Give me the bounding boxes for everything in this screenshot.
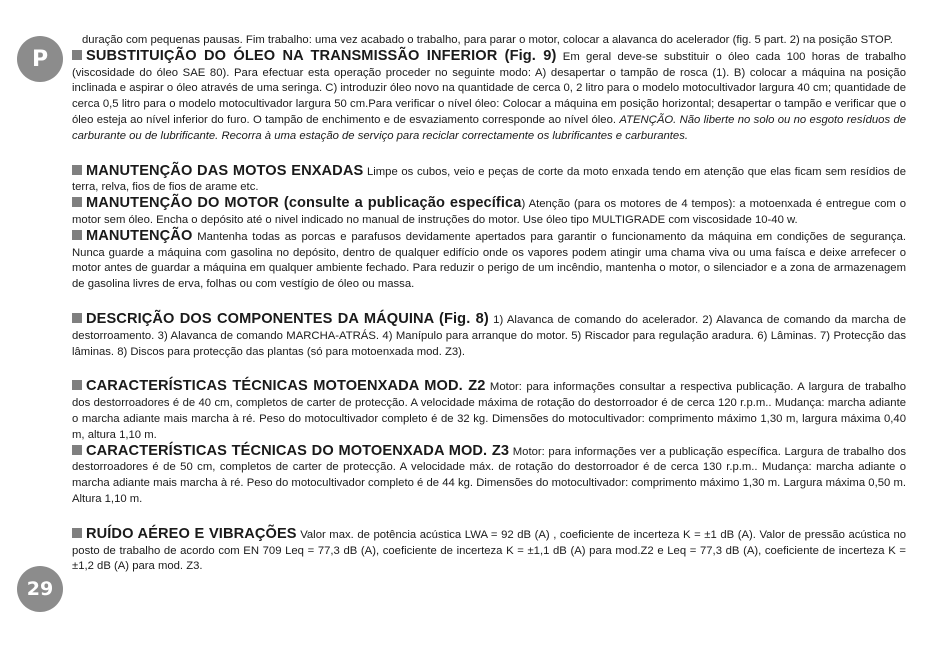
bullet-square-icon xyxy=(72,230,82,240)
language-badge: P xyxy=(17,36,63,82)
section-text: Mantenha todas as porcas e parafusos devidamente apertados para garantir o funcionamento da máquina em condições de segurança. Nunca guarde a máquina com gasolina no depósito, dentro de qualquer edifício onde os vapores podem atingir uma chama viva ou uma faísca e deixe arrefecer o motor antes de guardar a máquina em qualquer ambiente fechado. Para reduzir o perigo de um incêndio, mantenha o motor, o silenciador e a zona de armazenagem de gasolina livres de erva, folhas ou com vestígio de óleo ou massa. xyxy=(72,230,906,291)
section-heading: DESCRIÇÃO DOS COMPONENTES DA MÁQUINA (Fig. 8) xyxy=(86,310,489,327)
section-text: Limpe os cubos, veio e peças de corte da moto enxada tendo em atenção que elas ficam sem resídios de terra, relva, fios de fios de arame etc. xyxy=(72,165,906,194)
spacer xyxy=(72,145,906,164)
bullet-square-icon xyxy=(72,528,82,538)
section-heading: RUÍDO AÉREO E VIBRAÇÕES xyxy=(86,525,297,542)
spacer xyxy=(72,360,906,379)
section-noise xyxy=(72,527,906,575)
spacer xyxy=(72,293,906,312)
section-engine-maintenance xyxy=(72,196,906,229)
section-heading: MANUTENÇÃO xyxy=(86,227,193,244)
spacer xyxy=(72,508,906,527)
section-text: Motor: para informações ver a publicação específica. Largura de trabalho dos destorroadores é de 50 cm, completos de carter de protecção. A velocidade máx. de rotação do destorroador é de cerca 130 r.p.m.. Mudança: marcha adiante o marcha adiante mais marcha à ré. Peso do motocultivador completo é de 44 kg. Dimensões do motocultivador: comprimento máximo 1,30 m. Largura máxima 0,50 m. Altura 1,10 m. xyxy=(72,445,906,505)
bullet-square-icon xyxy=(72,313,82,323)
section-heading: MANUTENÇÃO DO MOTOR (consulte a publicação específica xyxy=(86,195,522,212)
bullet-square-icon xyxy=(72,197,82,207)
section-heading-suffix: ) xyxy=(521,198,526,211)
section-heading: SUBSTITUIÇÃO DO ÓLEO NA TRANSMISSÃO INFERIOR (Fig. 9) xyxy=(86,47,557,64)
section-general-maintenance xyxy=(72,229,906,293)
environment-note: ATENÇÃO. Não liberte no solo ou no esgoto resíduos de carburante ou de lubrificante. Recorra à uma estação de serviço para reciclar correctamente os lubrificantes e carburantes. xyxy=(72,113,907,142)
section-heading: CARACTERÍSTICAS TÉCNICAS DO MOTOENXADA MOD. Z3 xyxy=(86,442,510,459)
section-oil-change xyxy=(72,49,906,145)
section-tiller-maintenance xyxy=(72,164,906,197)
document-body xyxy=(72,33,906,575)
section-text: Motor: para informações consultar a respectiva publicação. A largura de trabalho dos destorroadores é de 40 cm, completos de carter de protecção. A velocidade máxima de rotação do destorroador é de cerca 120 r.p.m.. Mudança: marcha adiante o marcha adiante mais marcha à ré. Peso do motocultivador completo é de 32 kg. Dimensões do motocultivador: comprimento máximo 1,30 m, largura máxima 0,40 m, altura 1,10 m. xyxy=(72,381,906,441)
intro-paragraph xyxy=(72,33,906,49)
section-text: 1) Alavanca de comando do acelerador. 2) Alavanca de comando da marcha de destorroamento. 3) Alavanca de comando MARCHA-ATRÁS. 4) Manípulo para arranque do motor. 5) Riscador para regulação aradura. 6) Lâminas. 7) Protecção das lâminas. 8) Discos para protecção das plantas (só para motoenxada mod. Z3). xyxy=(72,313,906,358)
section-heading: CARACTERÍSTICAS TÉCNICAS MOTOENXADA MOD. Z2 xyxy=(86,378,486,395)
section-heading: MANUTENÇÃO DAS MOTOS ENXADAS xyxy=(86,162,364,179)
bullet-square-icon xyxy=(72,165,82,175)
section-text: Em geral deve-se substituir o óleo cada 100 horas de trabalho (viscosidade do óleo SAE 80). Para efectuar esta operação proceder no seguinte modo: A) desapertar o tampão de rosca (1). B) colocar a máquina na posição inclinada e aspirar o óleo através de uma seringa. C) introduzir óleo novo na quantidade de cerca 0, 2 litro para o modelo motocultivador largura 40 cm; quantidade de cerca 0,5 litro para o modelo motocultivador largura 50 cm.Para verificar o nível óleo: Colocar a máquina em posição horizontal; desapertar o tampão e verificar que o óleo esteja ao nível inferior do furo. O tampão de enchimento e de esvaziamento corresponde ao nível óleo. xyxy=(72,50,906,126)
intro-text: duração com pequenas pausas. Fim trabalho: uma vez acabado o trabalho, para parar o motor, colocar a alavanca do acelerador (fig. 5 part. 2) na posição STOP. xyxy=(82,34,893,46)
section-text: Valor max. de potência acústica LWA = 92 dB (A) , coeficiente de incerteza K = ±1 dB (A). Valor de pressão acústica no posto de trabalho de acordo com EN 709 Leq = 77,3 dB (A), coeficiente de incerteza K = ±1,1 dB (A) para mod.Z2 e Leq = 77,3 dB (A), coeficiente de incerteza K = ±1,2 dB (A) para mod. Z3. xyxy=(72,528,907,573)
bullet-square-icon xyxy=(72,50,82,60)
section-text: Atenção (para os motores de 4 tempos): a motoenxada é entregue com o motor sem óleo. Encha o depósito até o nivel indicado no manual de instruções do motor. Use óleo tipo MULTIGRADE com viscosidade 10-40 w. xyxy=(72,198,906,226)
section-specs-z2 xyxy=(72,379,906,443)
section-components xyxy=(72,312,906,360)
bullet-square-icon xyxy=(72,380,82,390)
section-specs-z3 xyxy=(72,444,906,508)
page-number-badge: 29 xyxy=(17,566,63,612)
bullet-square-icon xyxy=(72,445,82,455)
